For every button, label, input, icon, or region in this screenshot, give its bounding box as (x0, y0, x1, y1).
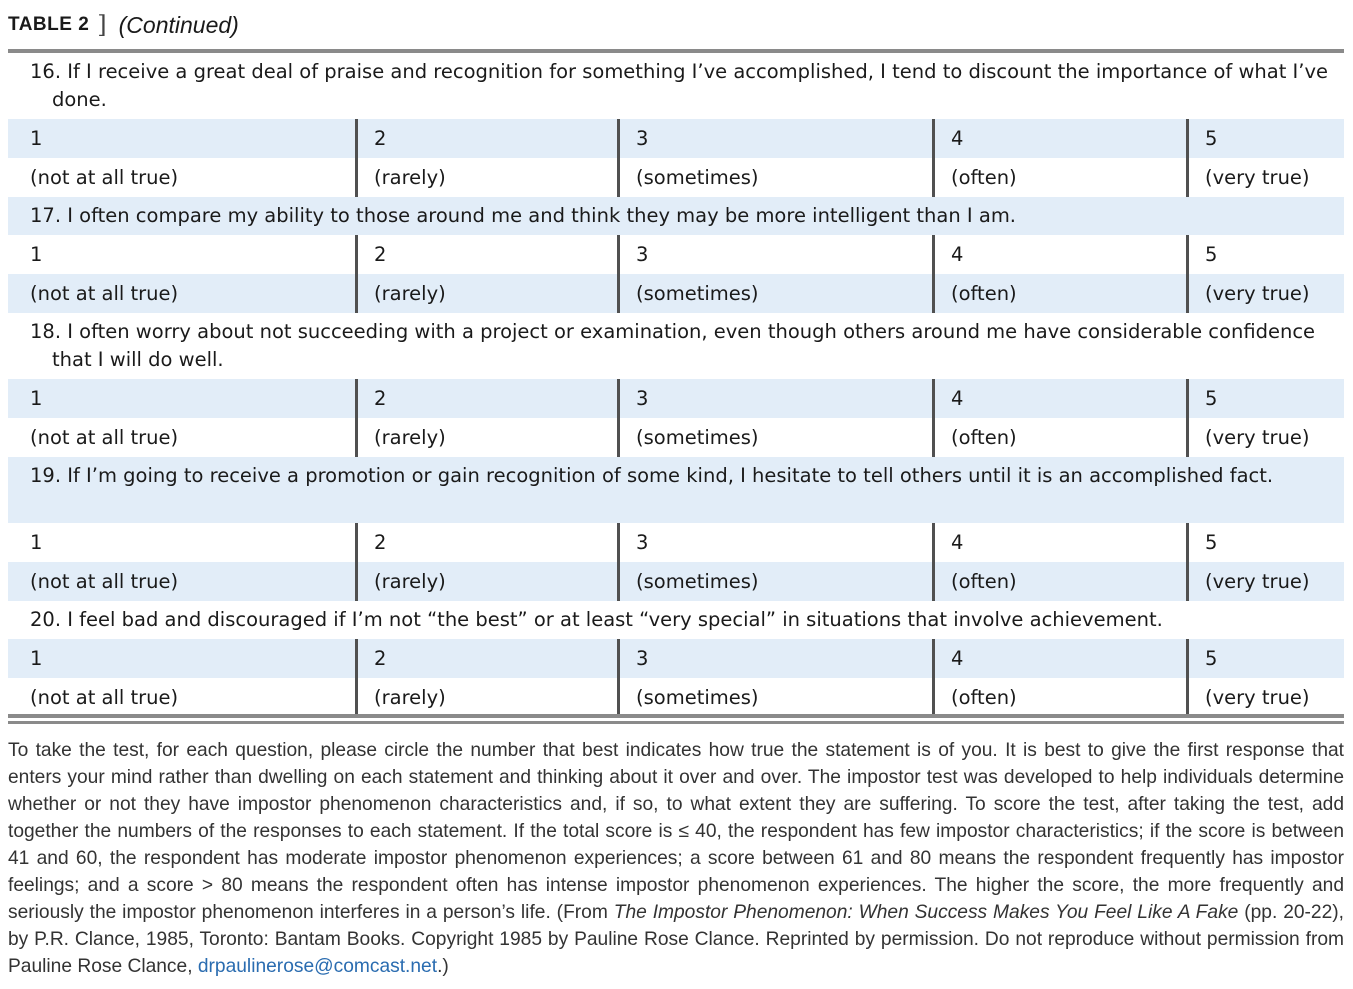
scale-number-5[interactable]: 5 (1186, 119, 1344, 158)
scale-label-2: (rarely) (355, 562, 617, 601)
scale-number-5[interactable]: 5 (1186, 235, 1344, 274)
scale-label-3: (sometimes) (617, 158, 932, 197)
scale-label-1: (not at all true) (8, 678, 355, 717)
scale-label-3: (sometimes) (617, 274, 932, 313)
scale-label-row (8, 274, 1344, 313)
scale-label-3: (sometimes) (617, 562, 932, 601)
scale-number-row (8, 523, 1344, 562)
scale-number-4[interactable]: 4 (932, 119, 1186, 158)
scale-number-4[interactable]: 4 (932, 639, 1186, 678)
scale-number-3[interactable]: 3 (617, 379, 932, 418)
scale-number-4[interactable]: 4 (932, 523, 1186, 562)
scale-number-3[interactable]: 3 (617, 235, 932, 274)
scale-number-row (8, 235, 1344, 274)
scale-label-5: (very true) (1186, 158, 1344, 197)
scale-label-4: (often) (932, 418, 1186, 457)
scale-label-1: (not at all true) (8, 158, 355, 197)
scale-label-1: (not at all true) (8, 562, 355, 601)
scale-label-2: (rarely) (355, 158, 617, 197)
scale-number-2[interactable]: 2 (355, 523, 617, 562)
continued-label: (Continued) (118, 11, 239, 38)
scale-number-5[interactable]: 5 (1186, 379, 1344, 418)
scale-label-2: (rarely) (355, 418, 617, 457)
scale-label-5: (very true) (1186, 678, 1344, 717)
scale-label-2: (rarely) (355, 678, 617, 717)
email-link[interactable]: drpaulinerose@comcast.net (197, 956, 438, 977)
scale-number-4[interactable]: 4 (932, 379, 1186, 418)
scale-number-5[interactable]: 5 (1186, 639, 1344, 678)
question-19: 19. If I’m going to receive a promotion or gain recognition of some kind, I hesitate to tell others until it is an accomplished fact. (8, 457, 1344, 523)
question-18: 18. I often worry about not succeeding with a project or examination, even though others around me have considerable confidence that I will do well. (8, 313, 1344, 379)
scale-number-row (8, 119, 1344, 158)
scale-label-3: (sometimes) (617, 678, 932, 717)
scale-number-1[interactable]: 1 (8, 119, 355, 158)
question-20: 20. I feel bad and discouraged if I’m not “the best” or at least “very special” in situations that involve achievement. (8, 601, 1344, 639)
scale-number-1[interactable]: 1 (8, 523, 355, 562)
scale-number-1[interactable]: 1 (8, 639, 355, 678)
book-title: The Impostor Phenomenon: When Success Makes You Feel Like A Fake (613, 902, 1239, 923)
scale-label-5: (very true) (1186, 562, 1344, 601)
scale-label-row (8, 158, 1344, 197)
footnote-citation: (pp. 20-22), by P.R. Clance, 1985, Toronto: Bantam Books. Copyright 1985 by Pauline Rose Clance. Reprinted by permission. Do not reproduce without permission from Pauline Rose Clance, (8, 902, 1344, 977)
scale-label-1: (not at all true) (8, 418, 355, 457)
scale-label-row (8, 562, 1344, 601)
scale-label-4: (often) (932, 274, 1186, 313)
scale-label-row (8, 418, 1344, 457)
table-footnote (8, 737, 1344, 980)
scale-label-3: (sometimes) (617, 418, 932, 457)
scale-number-3[interactable]: 3 (617, 523, 932, 562)
scale-number-row (8, 639, 1344, 678)
scale-number-5[interactable]: 5 (1186, 523, 1344, 562)
scale-number-2[interactable]: 2 (355, 235, 617, 274)
table-bottom-rule (8, 714, 1344, 718)
scale-number-2[interactable]: 2 (355, 639, 617, 678)
scale-number-1[interactable]: 1 (8, 235, 355, 274)
scale-number-2[interactable]: 2 (355, 379, 617, 418)
footnote-end: .) (437, 956, 449, 977)
scale-number-3[interactable]: 3 (617, 119, 932, 158)
question-table (8, 53, 1344, 717)
scale-label-5: (very true) (1186, 274, 1344, 313)
question-17: 17. I often compare my ability to those around me and think they may be more intelligent than I am. (8, 197, 1344, 235)
scale-label-1: (not at all true) (8, 274, 355, 313)
scale-number-row (8, 379, 1344, 418)
scale-label-row (8, 678, 1344, 717)
scale-number-2[interactable]: 2 (355, 119, 617, 158)
table-bottom-rule-second (8, 721, 1344, 724)
footnote-text: To take the test, for each question, please circle the number that best indicates how true the statement is of you. It is best to give the first response that enters your mind rather than dwelling on each statement and thinking about it over and over. The impostor test was developed to help individuals determine whether or not they have impostor phenomenon characteristics and, if so, to what extent they are suffering. To score the test, after taking the test, add together the numbers of the responses to each statement. If the total score is ≤ 40, the respondent has few impostor characteristics; if the score is between 41 and 60, the respondent has moderate impostor phenomenon experiences; a score between 61 and 80 means the respondent frequently has impostor feelings; and a score > 80 means the respondent often has intense impostor phenomenon experiences. The higher the score, the more frequently and seriously the impostor phenomenon interferes in a person’s life. (From (8, 740, 1344, 923)
question-16: 16. If I receive a great deal of praise and recognition for something I’ve accomplished, I tend to discount the importance of what I’ve done. (8, 53, 1344, 119)
scale-number-1[interactable]: 1 (8, 379, 355, 418)
scale-number-3[interactable]: 3 (617, 639, 932, 678)
scale-number-4[interactable]: 4 (932, 235, 1186, 274)
scale-label-4: (often) (932, 678, 1186, 717)
scale-label-4: (often) (932, 158, 1186, 197)
table-header (8, 8, 239, 42)
scale-label-4: (often) (932, 562, 1186, 601)
header-bracket: ] (97, 11, 107, 39)
table-label: TABLE 2 (8, 14, 90, 35)
scale-label-2: (rarely) (355, 274, 617, 313)
scale-label-5: (very true) (1186, 418, 1344, 457)
